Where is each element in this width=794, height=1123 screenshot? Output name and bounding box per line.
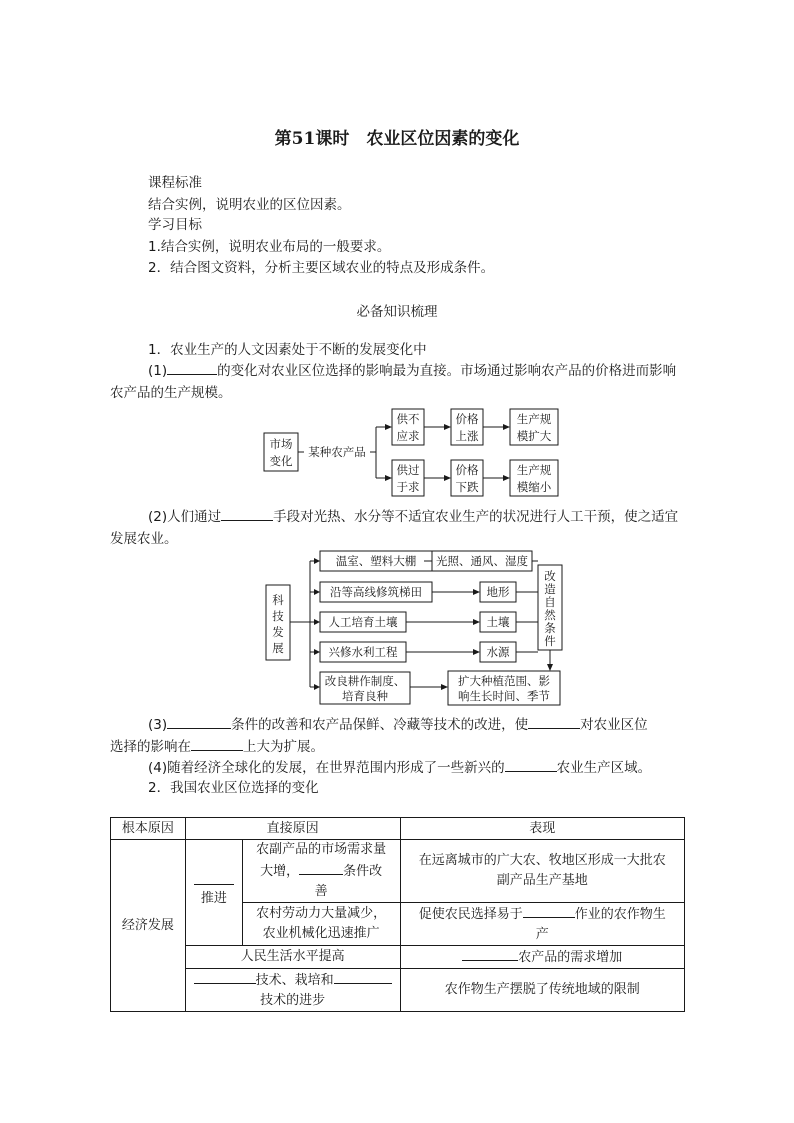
fill-blank[interactable] (462, 946, 518, 961)
objective-item: 1.结合实例，说明农业布局的一般要求。 (148, 239, 391, 255)
table-row (111, 969, 685, 1012)
diagram-label: 模扩大 (516, 429, 552, 443)
diagram-label: 培育良种 (342, 689, 388, 703)
table-cell: 促使农民选择易于 作业的农作物生 产 (400, 903, 684, 946)
diagram-label: 模缩小 (516, 480, 552, 494)
diagram-label: 光照、通风、湿度 (436, 554, 528, 568)
point1-para3: (3) 条件的改善和农产品保鲜、冷藏等技术的改进，使 对农业区位 (110, 714, 685, 736)
fill-blank[interactable] (334, 969, 392, 984)
point1-para3-cont: 选择的影响在 上大为扩展。 (110, 736, 324, 757)
region-choice-table (110, 817, 685, 1012)
table-row (111, 946, 685, 969)
diagram-label: 上涨 (455, 429, 479, 443)
table-header-cell: 直接原因 (185, 818, 400, 840)
diagram-label: 生产规 (516, 412, 552, 426)
table-cell: 农产品的需求增加 (400, 946, 684, 969)
diagram-label: 兴修水利工程 (328, 645, 398, 659)
fill-blank[interactable] (299, 860, 343, 875)
table-header-cell: 根本原因 (111, 818, 186, 840)
standard-text: 结合实例，说明农业的区位因素。 (148, 197, 351, 213)
table-header-cell: 表现 (400, 818, 684, 840)
table-cell: 在远离城市的广大农、牧地区形成一大批农 副产品生产基地 (400, 840, 684, 903)
table-row (111, 840, 685, 903)
diagram-label: 水源 (486, 645, 510, 659)
diagram-label: 条 (544, 621, 556, 635)
diagram-label: 件 (544, 634, 556, 648)
diagram-label: 改 (544, 569, 556, 583)
diagram-label: 下跌 (455, 480, 479, 494)
diagram-label: 扩大种植范围、影 (458, 674, 550, 688)
diagram-label: 市场 (269, 437, 293, 451)
diagram-label: 于求 (396, 480, 420, 494)
diagram-label: 科 (272, 593, 284, 607)
fill-blank[interactable] (194, 876, 234, 885)
fill-blank[interactable] (194, 969, 256, 984)
diagram-label: 技 (272, 609, 284, 623)
point2-heading: 2．我国农业区位选择的变化 (148, 780, 319, 796)
diagram-label: 造 (544, 582, 556, 596)
diagram-label: 发 (272, 625, 284, 639)
table-cell: 农村劳动力大量减少， 农业机械化迅速推广 (242, 903, 400, 946)
diagram-label: 温室、塑料大棚 (335, 554, 417, 568)
diagram-label: 变化 (269, 454, 293, 468)
diagram-label: 某种农产品 (308, 445, 366, 459)
page-title: 第51课时 农业区位因素的变化 (274, 129, 520, 149)
point1-para1: (1) 的变化对农业区位选择的影响最为直接。市场通过影响农产品的价格进而影响农产品的生产规模。 (110, 360, 685, 404)
diagram-label: 响生长时间、季节 (458, 689, 550, 703)
table-cell: 技术、栽培和 技术的进步 (185, 969, 400, 1012)
diagram-label: 供过 (396, 463, 420, 477)
table-cell: 人民生活水平提高 (185, 946, 400, 969)
fill-blank[interactable] (505, 757, 557, 772)
diagram-label: 然 (544, 608, 556, 622)
diagram-label: 生产规 (516, 463, 552, 477)
objective-item: 2．结合图文资料，分析主要区域农业的特点及形成条件。 (148, 260, 495, 276)
fill-blank[interactable] (221, 506, 273, 521)
fill-blank[interactable] (167, 360, 217, 375)
push-cell: 推进 (185, 840, 242, 946)
fill-blank[interactable] (167, 714, 231, 729)
point1-para4: (4)随着经济全球化的发展，在世界范围内形成了一些新兴的 农业生产区域。 (148, 757, 651, 778)
diagram-label: 价格 (455, 412, 479, 426)
market-diagram (262, 406, 562, 500)
objectives-heading: 学习目标 (148, 217, 202, 233)
diagram-label: 人工培育土壤 (328, 615, 398, 629)
fill-blank[interactable] (528, 714, 580, 729)
diagram-label: 应求 (396, 429, 420, 443)
section-heading: 必备知识梳理 (356, 304, 438, 320)
diagram-label: 土壤 (486, 615, 510, 629)
fill-blank[interactable] (523, 903, 575, 918)
diagram-label: 自 (544, 595, 556, 609)
diagram-label: 改良耕作制度、 (324, 674, 406, 688)
root-cause-cell: 经济发展 (111, 840, 186, 1012)
table-cell: 农副产品的市场需求量 大增， 条件改 善 (242, 840, 400, 903)
table-header-row (111, 818, 685, 840)
fill-blank[interactable] (191, 736, 243, 751)
diagram-label: 价格 (455, 463, 479, 477)
tech-diagram (262, 547, 572, 719)
diagram-label: 供不 (396, 412, 420, 426)
diagram-label: 沿等高线修筑梯田 (330, 585, 422, 599)
standard-heading: 课程标准 (148, 175, 202, 191)
table-cell: 农作物生产摆脱了传统地域的限制 (400, 969, 684, 1012)
diagram-label: 地形 (486, 585, 510, 599)
point1-heading: 1．农业生产的人文因素处于不断的发展变化中 (148, 342, 427, 358)
diagram-label: 展 (272, 641, 284, 655)
point1-para2: (2)人们通过 手段对光热、水分等不适宜农业生产的状况进行人工干预，使之适宜发展农业。 (110, 506, 685, 550)
